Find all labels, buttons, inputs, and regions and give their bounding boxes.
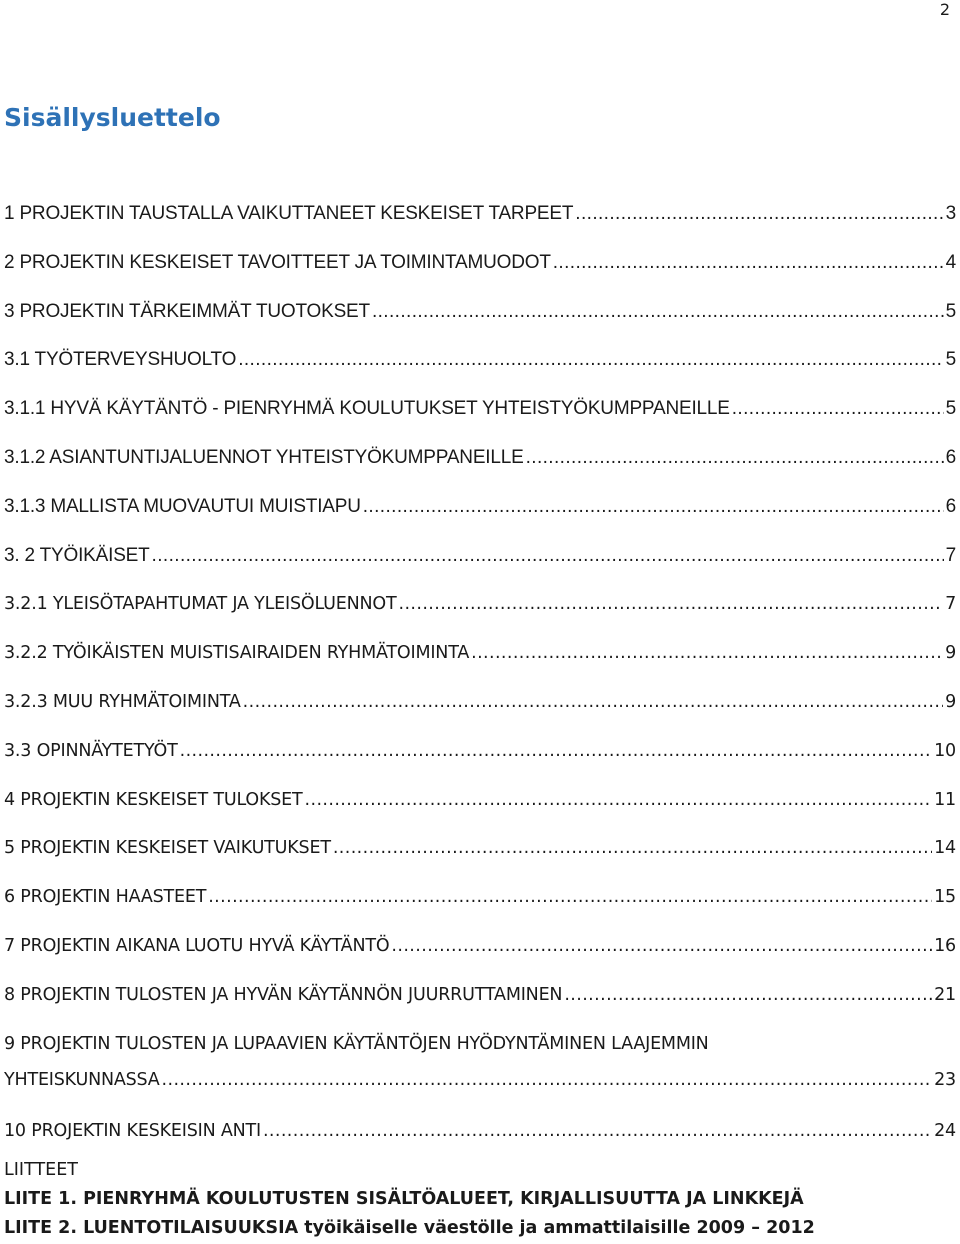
toc-entry-3-1-3[interactable]	[4, 493, 956, 542]
toc-entry-label: 3 PROJEKTIN TÄRKEIMMÄT TUOTOKSET	[4, 300, 370, 322]
dot-leader	[208, 883, 932, 911]
toc-entry-label: 10 PROJEKTIN KESKEISIN ANTI	[4, 1120, 261, 1141]
dot-leader	[732, 395, 944, 423]
appendix-item-2-bold: LIITE 2. LUENTOTILAISUUKSIA	[4, 1218, 299, 1238]
toc-entry-3-2-3[interactable]	[4, 688, 956, 737]
toc-entry-label: 1 PROJEKTIN TAUSTALLA VAIKUTTANEET KESKEISET TARPEET	[4, 203, 574, 224]
toc-entry-label: 3.2.2 TYÖIKÄISTEN MUISTISAIRAIDEN RYHMÄTOIMINTA	[4, 643, 470, 664]
toc-entry-page: 21	[934, 984, 956, 1005]
appendix-item-1[interactable]: LIITE 1. PIENRYHMÄ KOULUTUSTEN SISÄLTÖALUEET, KIRJALLISUUTTA JA LINKKEJÄ	[4, 1189, 804, 1209]
toc-entry-label: 2 PROJEKTIN KESKEISET TAVOITTEET JA TOIMINTAMUODOT	[4, 251, 551, 273]
dot-leader	[333, 834, 932, 862]
toc-entry-label-line1: 9 PROJEKTIN TULOSTEN JA LUPAAVIEN KÄYTÄNTÖJEN HYÖDYNTÄMINEN LAAJEMMIN	[4, 1033, 709, 1054]
dot-leader	[243, 688, 943, 716]
toc-entry-1[interactable]	[4, 200, 956, 249]
toc-entry-7[interactable]	[4, 932, 956, 981]
toc-entry-page: 7	[945, 544, 956, 566]
toc-entry-label: 3.2.3 MUU RYHMÄTOIMINTA	[4, 691, 241, 712]
toc-entry-page: 11	[934, 789, 956, 810]
toc-entry-9[interactable]	[4, 1030, 956, 1117]
dot-leader	[372, 298, 944, 326]
dot-leader	[526, 444, 944, 472]
dot-leader	[263, 1117, 932, 1145]
toc-entry-label: 4 PROJEKTIN KESKEISET TULOKSET	[4, 789, 303, 810]
toc-entry-page: 5	[945, 349, 956, 371]
appendix-heading: LIITTEET	[4, 1160, 78, 1180]
dot-leader	[162, 1066, 933, 1094]
toc-entry-label: 3.1.1 HYVÄ KÄYTÄNTÖ - PIENRYHMÄ KOULUTUKSET YHTEISTYÖKUMPPANEILLE	[4, 398, 730, 420]
toc-entry-page: 5	[945, 398, 956, 420]
toc-entry-3-2[interactable]	[4, 542, 956, 591]
toc-entry-page: 6	[945, 446, 956, 468]
table-of-contents	[4, 200, 956, 1165]
toc-entry-label: 8 PROJEKTIN TULOSTEN JA HYVÄN KÄYTÄNNÖN JUURRUTTAMINEN	[4, 984, 563, 1005]
toc-entry-label-line2: YHTEISKUNNASSA	[4, 1069, 160, 1090]
appendix-list	[4, 1156, 815, 1243]
dot-leader	[363, 493, 944, 521]
toc-entry-label: 3. 2 TYÖIKÄISET	[4, 544, 150, 566]
toc-entry-3-1[interactable]	[4, 346, 956, 395]
toc-entry-3-2-1[interactable]	[4, 590, 956, 639]
toc-entry-page: 24	[934, 1120, 956, 1141]
appendix-item-2[interactable]	[4, 1214, 815, 1243]
toc-entry-3-3[interactable]	[4, 737, 956, 786]
toc-entry-page: 23	[934, 1069, 956, 1090]
toc-entry-label: 3.1.3 MALLISTA MUOVAUTUI MUISTIAPU	[4, 495, 361, 517]
toc-entry-3-1-2[interactable]	[4, 444, 956, 493]
dot-leader	[391, 932, 932, 960]
toc-entry-line2	[4, 1066, 956, 1094]
toc-entry-label: 3.1.2 ASIANTUNTIJALUENNOT YHTEISTYÖKUMPPANEILLE	[4, 446, 524, 468]
toc-entry-page: 7	[945, 594, 956, 615]
toc-entry-page: 3	[945, 203, 956, 224]
toc-entry-label: 7 PROJEKTIN AIKANA LUOTU HYVÄ KÄYTÄNTÖ	[4, 935, 390, 956]
toc-entry-page: 9	[945, 691, 956, 712]
toc-entry-label: 3.3 OPINNÄYTETYÖT	[4, 740, 178, 761]
toc-entry-8[interactable]	[4, 981, 956, 1030]
toc-entry-3-2-2[interactable]	[4, 639, 956, 688]
toc-entry-label: 3.1 TYÖTERVEYSHUOLTO	[4, 349, 237, 371]
dot-leader	[238, 346, 943, 374]
dot-leader	[564, 981, 932, 1009]
dot-leader	[305, 786, 933, 814]
toc-entry-6[interactable]	[4, 883, 956, 932]
toc-entry-page: 10	[934, 740, 956, 761]
toc-entry-page: 15	[934, 887, 956, 908]
toc-entry-3-1-1[interactable]	[4, 395, 956, 444]
dot-leader	[398, 590, 943, 618]
toc-entry-4[interactable]	[4, 786, 956, 835]
toc-entry-page: 6	[945, 495, 956, 517]
toc-entry-3[interactable]	[4, 298, 956, 347]
appendix-item-2-end: – 2012	[751, 1218, 815, 1238]
toc-entry-page: 5	[945, 300, 956, 322]
dot-leader	[180, 737, 933, 765]
toc-entry-page: 16	[934, 935, 956, 956]
dot-leader	[152, 542, 944, 570]
toc-entry-label: 3.2.1 YLEISÖTAPAHTUMAT JA YLEISÖLUENNOT	[4, 594, 397, 615]
toc-entry-5[interactable]	[4, 834, 956, 883]
toc-entry-label: 6 PROJEKTIN HAASTEET	[4, 887, 207, 908]
toc-entry-page: 9	[945, 643, 956, 664]
toc-entry-page: 4	[945, 251, 956, 273]
page-title: Sisällysluettelo	[4, 103, 221, 132]
dot-leader	[575, 200, 943, 228]
toc-entry-page: 14	[934, 838, 956, 859]
appendix-item-2-rest: työikäiselle väestölle ja ammattilaisille 2009	[298, 1218, 752, 1238]
toc-entry-2[interactable]	[4, 249, 956, 298]
toc-entry-label: 5 PROJEKTIN KESKEISET VAIKUTUKSET	[4, 838, 331, 859]
page-number: 2	[939, 0, 950, 19]
dot-leader	[471, 639, 943, 667]
dot-leader	[553, 249, 944, 277]
